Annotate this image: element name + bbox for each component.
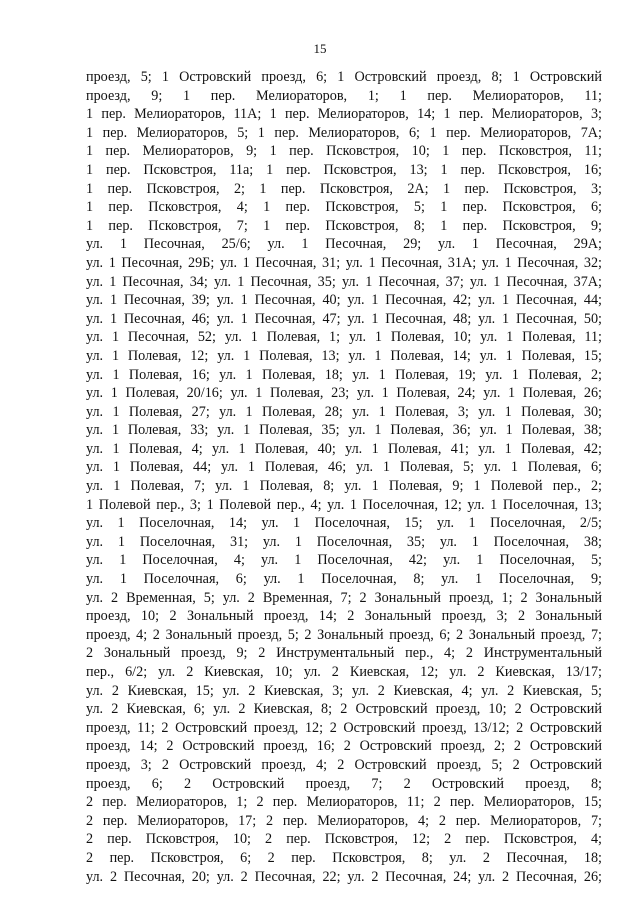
page-number: 15 bbox=[313, 41, 327, 56]
text-line: проезд, 10; 2 Зональный проезд, 14; 2 Зональный проезд, 3; 2 Зональный bbox=[86, 608, 602, 625]
text-line: проезд, 9; 1 пер. Мелиораторов, 1; 1 пер. Мелиораторов, 11; bbox=[86, 87, 602, 104]
text-line: ул. 1 Полевая, 44; ул. 1 Полевая, 46; ул. 1 Полевая, 5; ул. 1 Полевая, 6; bbox=[86, 459, 602, 476]
text-line: ул. 1 Песочная, 34; ул. 1 Песочная, 35; ул. 1 Песочная, 37; ул. 1 Песочная, 37А; bbox=[86, 273, 602, 290]
text-line: ул. 2 Киевская, 6; ул. 2 Киевская, 8; 2 Островский проезд, 10; 2 Островский bbox=[86, 701, 602, 718]
text-line: ул. 1 Песочная, 52; ул. 1 Полевая, 1; ул. 1 Полевая, 10; ул. 1 Полевая, 11; bbox=[86, 329, 602, 346]
text-line: проезд, 14; 2 Островский проезд, 16; 2 Островский проезд, 2; 2 Островский bbox=[86, 738, 602, 755]
text-line: ул. 2 Временная, 5; ул. 2 Временная, 7; 2 Зональный проезд, 1; 2 Зональный bbox=[86, 589, 602, 606]
text-line: 2 пер. Мелиораторов, 1; 2 пер. Мелиораторов, 11; 2 пер. Мелиораторов, 15; bbox=[86, 794, 602, 811]
text-line: ул. 1 Полевая, 33; ул. 1 Полевая, 35; ул. 1 Полевая, 36; ул. 1 Полевая, 38; bbox=[86, 422, 602, 439]
text-line: 1 пер. Псковстроя, 7; 1 пер. Псковстроя, 8; 1 пер. Псковстроя, 9; bbox=[86, 217, 602, 234]
text-line: 1 пер. Псковстроя, 2; 1 пер. Псковстроя, 2А; 1 пер. Псковстроя, 3; bbox=[86, 180, 602, 197]
text-line: проезд, 6; 2 Островский проезд, 7; 2 Островский проезд, 8; bbox=[86, 775, 602, 792]
text-line: ул. 1 Поселочная, 31; ул. 1 Поселочная, 35; ул. 1 Поселочная, 38; bbox=[86, 533, 602, 550]
text-line: ул. 1 Полевая, 4; ул. 1 Полевая, 40; ул. 1 Полевая, 41; ул. 1 Полевая, 42; bbox=[86, 440, 602, 457]
text-line: ул. 1 Полевая, 27; ул. 1 Полевая, 28; ул. 1 Полевая, 3; ул. 1 Полевая, 30; bbox=[86, 403, 602, 420]
text-line: пер., 6/2; ул. 2 Киевская, 10; ул. 2 Киевская, 12; ул. 2 Киевская, 13/17; bbox=[86, 664, 602, 680]
text-line: проезд, 11; 2 Островский проезд, 12; 2 Островский проезд, 13/12; 2 Островский bbox=[86, 719, 602, 736]
text-line: 2 пер. Псковстроя, 6; 2 пер. Псковстроя, 8; ул. 2 Песочная, 18; bbox=[86, 849, 602, 866]
text-line: ул. 1 Песочная, 29Б; ул. 1 Песочная, 31; ул. 1 Песочная, 31А; ул. 1 Песочная, 32; bbox=[86, 254, 602, 271]
text-line: проезд, 5; 1 Островский проезд, 6; 1 Островский проезд, 8; 1 Островский bbox=[86, 69, 602, 85]
text-line: ул. 1 Песочная, 46; ул. 1 Песочная, 47; ул. 1 Песочная, 48; ул. 1 Песочная, 50; bbox=[86, 310, 602, 327]
text-line: ул. 1 Полевая, 20/16; ул. 1 Полевая, 23; ул. 1 Полевая, 24; ул. 1 Полевая, 26; bbox=[86, 385, 602, 402]
text-line: 2 пер. Псковстроя, 10; 2 пер. Псковстроя, 12; 2 пер. Псковстроя, 4; bbox=[86, 831, 602, 848]
document-body bbox=[86, 68, 602, 886]
text-line: 2 пер. Мелиораторов, 17; 2 пер. Мелиораторов, 4; 2 пер. Мелиораторов, 7; bbox=[86, 812, 602, 829]
text-line: 1 пер. Псковстроя, 4; 1 пер. Псковстроя, 5; 1 пер. Псковстроя, 6; bbox=[86, 199, 602, 216]
text-line: ул. 1 Полевая, 7; ул. 1 Полевая, 8; ул. 1 Полевая, 9; 1 Полевой пер., 2; bbox=[86, 478, 602, 495]
text-line: ул. 1 Песочная, 39; ул. 1 Песочная, 40; ул. 1 Песочная, 42; ул. 1 Песочная, 44; bbox=[86, 292, 602, 309]
text-line: 1 пер. Псковстроя, 11а; 1 пер. Псковстроя, 13; 1 пер. Псковстроя, 16; bbox=[86, 161, 602, 178]
text-line: 2 Зональный проезд, 9; 2 Инструментальный пер., 4; 2 Инструментальный bbox=[86, 645, 602, 662]
text-line: 1 пер. Мелиораторов, 5; 1 пер. Мелиораторов, 6; 1 пер. Мелиораторов, 7А; bbox=[86, 124, 602, 141]
text-line: ул. 1 Поселочная, 6; ул. 1 Поселочная, 8; ул. 1 Поселочная, 9; bbox=[86, 571, 602, 588]
text-line: 1 Полевой пер., 3; 1 Полевой пер., 4; ул. 1 Поселочная, 12; ул. 1 Поселочная, 13; bbox=[86, 496, 602, 513]
text-line: ул. 2 Киевская, 15; ул. 2 Киевская, 3; ул. 2 Киевская, 4; ул. 2 Киевская, 5; bbox=[86, 682, 602, 699]
text-line: ул. 2 Песочная, 20; ул. 2 Песочная, 22; ул. 2 Песочная, 24; ул. 2 Песочная, 26; bbox=[86, 868, 602, 885]
text-line: проезд, 3; 2 Островский проезд, 4; 2 Островский проезд, 5; 2 Островский bbox=[86, 756, 602, 773]
text-line: ул. 1 Песочная, 25/6; ул. 1 Песочная, 29; ул. 1 Песочная, 29А; bbox=[86, 236, 602, 253]
text-line: 1 пер. Мелиораторов, 9; 1 пер. Псковстроя, 10; 1 пер. Псковстроя, 11; bbox=[86, 143, 602, 160]
text-line: проезд, 4; 2 Зональный проезд, 5; 2 Зональный проезд, 6; 2 Зональный проезд, 7; bbox=[86, 626, 602, 643]
text-line: ул. 1 Полевая, 12; ул. 1 Полевая, 13; ул. 1 Полевая, 14; ул. 1 Полевая, 15; bbox=[86, 347, 602, 364]
text-line: ул. 1 Поселочная, 4; ул. 1 Поселочная, 42; ул. 1 Поселочная, 5; bbox=[86, 552, 602, 569]
text-line: ул. 1 Поселочная, 14; ул. 1 Поселочная, 15; ул. 1 Поселочная, 2/5; bbox=[86, 515, 602, 532]
text-line: ул. 1 Полевая, 16; ул. 1 Полевая, 18; ул. 1 Полевая, 19; ул. 1 Полевая, 2; bbox=[86, 366, 602, 383]
text-line: 1 пер. Мелиораторов, 11А; 1 пер. Мелиораторов, 14; 1 пер. Мелиораторов, 3; bbox=[86, 106, 602, 123]
